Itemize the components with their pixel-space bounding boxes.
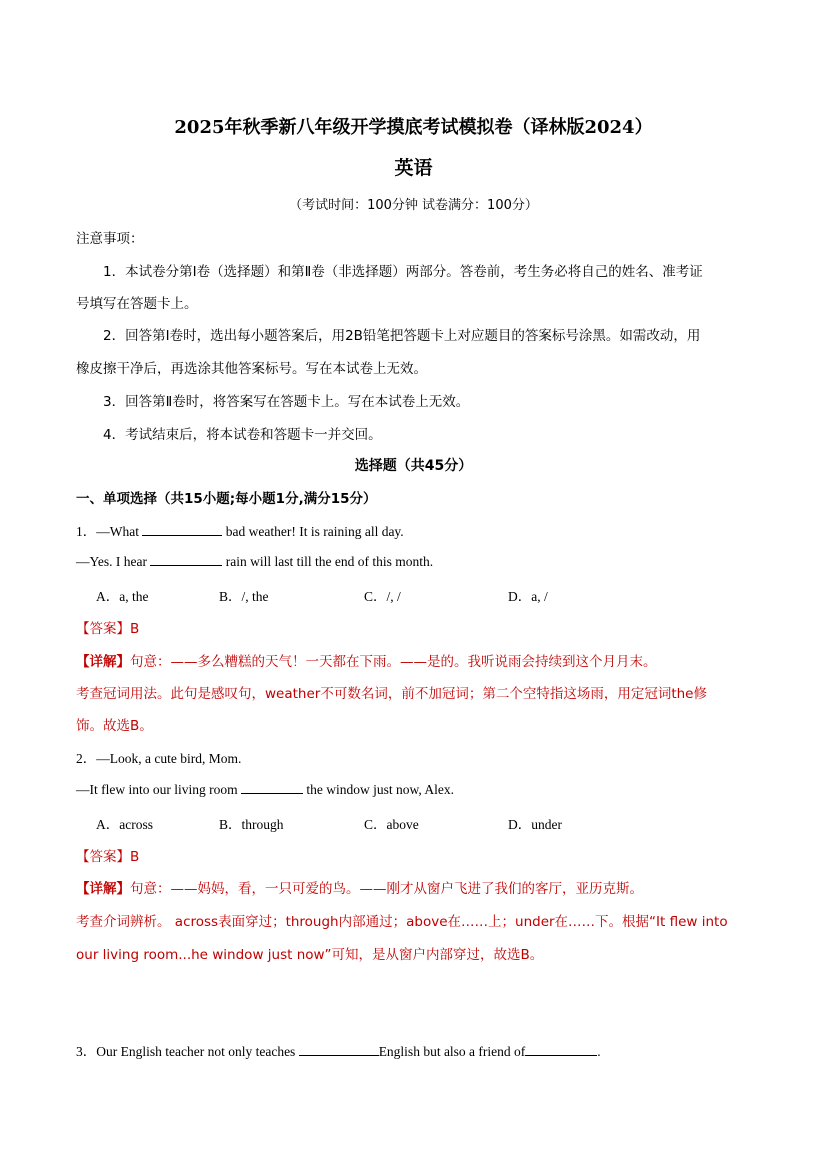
notice-item-1-line-2: 号填写在答题卡上。 bbox=[76, 296, 198, 312]
question-1-detail-line-1 bbox=[76, 650, 657, 670]
notice-heading: 注意事项： bbox=[76, 231, 144, 247]
question-1-option-a: A．a, the bbox=[96, 589, 149, 604]
question-1-text-a: 1．—What bbox=[76, 524, 143, 539]
page-title: 2025年秋季新八年级开学摸底考试模拟卷（译林版2024） bbox=[174, 117, 653, 138]
question-2-line-2 bbox=[76, 780, 454, 798]
notice-item-2-line-1: 2．回答第Ⅰ卷时，选出每小题答案后，用2B铅笔把答题卡上对应题目的答案标号涂黑。如需改动，用 bbox=[103, 328, 701, 344]
question-1-text-d: rain will last till the end of this month. bbox=[222, 554, 434, 569]
question-1-text-b: bad weather! It is raining all day. bbox=[222, 524, 404, 539]
question-1-blank-2 bbox=[150, 552, 222, 566]
question-1-detail-tag: 【详解】 bbox=[76, 654, 130, 670]
question-3-blank-1 bbox=[299, 1042, 379, 1056]
question-1-detail-text: 句意：——多么糟糕的天气！一天都在下雨。——是的。我听说雨会持续到这个月月末。 bbox=[130, 654, 657, 670]
question-1-line-2 bbox=[76, 552, 433, 570]
notice-item-1-line-1: 1．本试卷分第Ⅰ卷（选择题）和第Ⅱ卷（非选择题）两部分。答卷前，考生务必将自己的姓名、准考证 bbox=[103, 264, 703, 280]
question-1-option-c: C．/, / bbox=[364, 589, 401, 604]
question-1-blank-1 bbox=[142, 522, 222, 536]
question-2-text-b: the window just now, Alex. bbox=[302, 782, 454, 797]
question-2-answer: 【答案】B bbox=[76, 849, 140, 865]
question-3-text-a: 3．Our English teacher not only teaches bbox=[76, 1044, 299, 1059]
notice-item-4: 4．考试结束后，将本试卷和答题卡一并交回。 bbox=[103, 427, 382, 443]
question-2-text-a: —It flew into our living room bbox=[76, 782, 241, 797]
question-1-option-b: B．/, the bbox=[219, 589, 269, 604]
question-1-text-c: —Yes. I hear bbox=[76, 554, 151, 569]
question-1-detail-line-3: 饰。故选B。 bbox=[76, 718, 153, 734]
part-title: 一、单项选择（共15小题;每小题1分,满分15分） bbox=[76, 491, 377, 507]
question-1-detail-line-2: 考查冠词用法。此句是感叹句，weather不可数名词，前不加冠词；第二个空特指这场雨，用定冠词the修 bbox=[76, 686, 707, 702]
section-title: 选择题（共45分） bbox=[354, 458, 473, 474]
question-2-detail-line-1 bbox=[76, 877, 643, 897]
question-3-line-1 bbox=[76, 1040, 601, 1060]
exam-info: （考试时间：100分钟 试卷满分：100分） bbox=[289, 198, 538, 213]
question-2-option-b: B．through bbox=[219, 817, 284, 832]
question-2-line-1: 2．—Look, a cute bird, Mom. bbox=[76, 751, 242, 766]
question-2-detail-tag: 【详解】 bbox=[76, 881, 130, 897]
question-2-option-c: C．above bbox=[364, 817, 419, 832]
question-3-text-c: . bbox=[597, 1044, 601, 1059]
question-3-blank-2 bbox=[525, 1042, 597, 1056]
question-2-option-d: D．under bbox=[508, 817, 562, 832]
notice-item-3: 3．回答第Ⅱ卷时，将答案写在答题卡上。写在本试卷上无效。 bbox=[103, 394, 470, 410]
notice-item-2-line-2: 橡皮擦干净后，再选涂其他答案标号。写在本试卷上无效。 bbox=[76, 361, 427, 377]
question-2-detail-line-2: 考查介词辨析。 across表面穿过；through内部通过；above在……上；under在……下。根据“It flew into bbox=[76, 914, 728, 930]
question-2-detail-line-3: our living room...he window just now”可知，是从窗户内部穿过，故选B。 bbox=[76, 947, 544, 963]
question-1-option-d: D．a, / bbox=[508, 589, 548, 604]
question-1-answer: 【答案】B bbox=[76, 621, 140, 637]
question-2-blank bbox=[241, 780, 303, 794]
subject-title: 英语 bbox=[394, 157, 433, 179]
question-1-line-1 bbox=[76, 520, 404, 540]
question-2-detail-text: 句意：——妈妈，看，一只可爱的鸟。——刚才从窗户飞进了我们的客厅，亚历克斯。 bbox=[130, 881, 643, 897]
question-3-text-b: English but also a friend of bbox=[378, 1044, 526, 1059]
question-2-option-a: A．across bbox=[96, 817, 153, 832]
